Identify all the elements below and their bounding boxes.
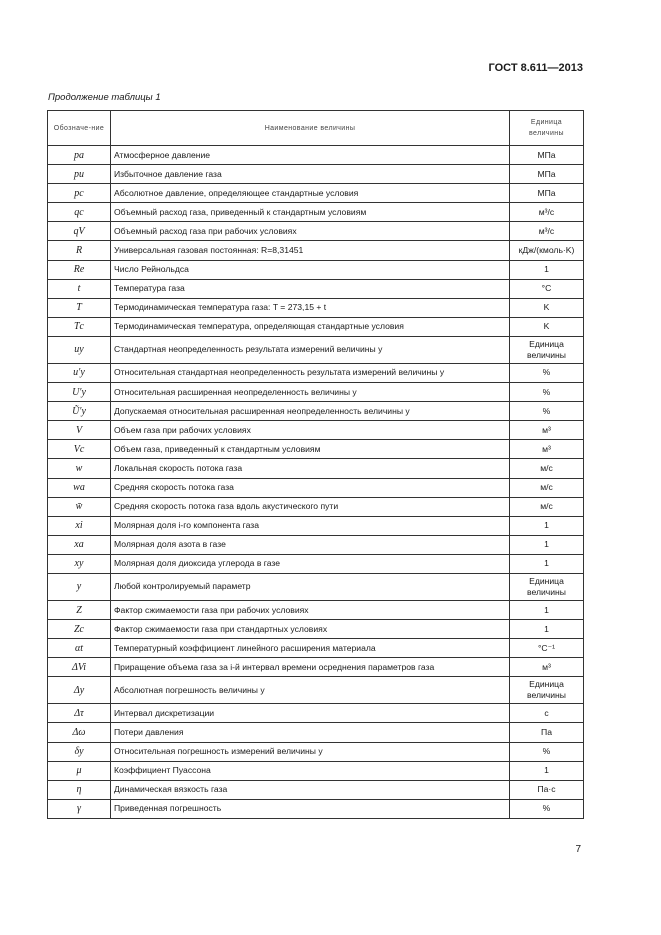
symbol-cell: γ	[48, 799, 111, 818]
symbol-cell: y	[48, 573, 111, 600]
name-cell: Стандартная неопределенность результата измерений величины y	[111, 336, 510, 363]
name-cell: Число Рейнольдса	[111, 260, 510, 279]
unit-cell: K	[510, 317, 584, 336]
table-row	[48, 554, 584, 573]
table-row	[48, 497, 584, 516]
unit-cell: с	[510, 704, 584, 723]
symbol-cell: Re	[48, 260, 111, 279]
unit-cell: %	[510, 799, 584, 818]
column-header-symbol: Обозначе-ние	[48, 111, 111, 146]
document-id-header: ГОСТ 8.611—2013	[488, 62, 583, 74]
table-header-row	[48, 111, 584, 146]
table-caption: Продолжение таблицы 1	[48, 92, 161, 103]
unit-cell: м/с	[510, 478, 584, 497]
symbol-cell: R	[48, 241, 111, 260]
unit-cell: кДж/(кмоль·K)	[510, 241, 584, 260]
name-cell: Динамическая вязкость газа	[111, 780, 510, 799]
symbol-cell: Ũ′y	[48, 402, 111, 421]
table-row	[48, 742, 584, 761]
symbol-cell: qс	[48, 203, 111, 222]
table-row	[48, 723, 584, 742]
symbol-cell: w	[48, 459, 111, 478]
symbol-cell: qV	[48, 222, 111, 241]
table-row	[48, 516, 584, 535]
name-cell: Избыточное давление газа	[111, 165, 510, 184]
symbol-cell: Δy	[48, 677, 111, 704]
table-row	[48, 639, 584, 658]
unit-cell: м³/с	[510, 222, 584, 241]
name-cell: Абсолютное давление, определяющее стандартные условия	[111, 184, 510, 203]
unit-cell: 1	[510, 600, 584, 619]
table-row	[48, 260, 584, 279]
page-number: 7	[575, 844, 581, 855]
table-row	[48, 620, 584, 639]
symbol-cell: Δω	[48, 723, 111, 742]
symbol-cell: xy	[48, 554, 111, 573]
table-row	[48, 677, 584, 704]
table-row	[48, 146, 584, 165]
unit-cell: МПа	[510, 146, 584, 165]
table-row	[48, 317, 584, 336]
symbol-cell: Δτ	[48, 704, 111, 723]
name-cell: Универсальная газовая постоянная: R=8,31451	[111, 241, 510, 260]
symbol-cell: xа	[48, 535, 111, 554]
table-row	[48, 535, 584, 554]
name-cell: Приращение объема газа за i-й интервал времени осреднения параметров газа	[111, 658, 510, 677]
name-cell: Фактор сжимаемости газа при стандартных условиях	[111, 620, 510, 639]
table-row	[48, 658, 584, 677]
symbols-table	[47, 110, 584, 819]
unit-cell: Единица величины	[510, 677, 584, 704]
unit-cell: 1	[510, 761, 584, 780]
name-cell: Потери давления	[111, 723, 510, 742]
table-row	[48, 478, 584, 497]
name-cell: Относительная расширенная неопределенность величины y	[111, 383, 510, 402]
symbol-cell: w̄	[48, 497, 111, 516]
name-cell: Средняя скорость потока газа	[111, 478, 510, 497]
unit-cell: %	[510, 742, 584, 761]
name-cell: Термодинамическая температура, определяющая стандартные условия	[111, 317, 510, 336]
unit-cell: 1	[510, 554, 584, 573]
table-row	[48, 704, 584, 723]
table-row	[48, 600, 584, 619]
unit-cell: °С⁻¹	[510, 639, 584, 658]
unit-cell: м³	[510, 658, 584, 677]
column-header-name: Наименование величины	[111, 111, 510, 146]
name-cell: Термодинамическая температура газа: T = 273,15 + t	[111, 298, 510, 317]
name-cell: Молярная доля i-го компонента газа	[111, 516, 510, 535]
name-cell: Фактор сжимаемости газа при рабочих условиях	[111, 600, 510, 619]
name-cell: Молярная доля азота в газе	[111, 535, 510, 554]
name-cell: Объем газа, приведенный к стандартным условиям	[111, 440, 510, 459]
name-cell: Объемный расход газа при рабочих условиях	[111, 222, 510, 241]
name-cell: Относительная погрешность измерений величины y	[111, 742, 510, 761]
table-row	[48, 440, 584, 459]
table-row	[48, 573, 584, 600]
symbol-cell: Vс	[48, 440, 111, 459]
unit-cell: м³/с	[510, 203, 584, 222]
symbol-cell: η	[48, 780, 111, 799]
table-row	[48, 184, 584, 203]
name-cell: Приведенная погрешность	[111, 799, 510, 818]
unit-cell: Па·с	[510, 780, 584, 799]
name-cell: Молярная доля диоксида углерода в газе	[111, 554, 510, 573]
unit-cell: Па	[510, 723, 584, 742]
unit-cell: Единица величины	[510, 573, 584, 600]
table-row	[48, 421, 584, 440]
unit-cell: °С	[510, 279, 584, 298]
name-cell: Локальная скорость потока газа	[111, 459, 510, 478]
table-row	[48, 459, 584, 478]
unit-cell: 1	[510, 260, 584, 279]
symbol-cell: wа	[48, 478, 111, 497]
symbol-cell: u′y	[48, 363, 111, 382]
symbol-cell: pа	[48, 146, 111, 165]
unit-cell: м/с	[510, 459, 584, 478]
table-row	[48, 383, 584, 402]
symbol-cell: pи	[48, 165, 111, 184]
name-cell: Допускаемая относительная расширенная неопределенность величины y	[111, 402, 510, 421]
table-row	[48, 203, 584, 222]
name-cell: Средняя скорость потока газа вдоль акустического пути	[111, 497, 510, 516]
table-row	[48, 402, 584, 421]
table-row	[48, 336, 584, 363]
unit-cell: МПа	[510, 184, 584, 203]
unit-cell: 1	[510, 516, 584, 535]
symbol-cell: Tс	[48, 317, 111, 336]
name-cell: Любой контролируемый параметр	[111, 573, 510, 600]
name-cell: Температура газа	[111, 279, 510, 298]
symbol-cell: t	[48, 279, 111, 298]
symbol-cell: U′y	[48, 383, 111, 402]
table-row	[48, 241, 584, 260]
table-row	[48, 222, 584, 241]
table-row	[48, 298, 584, 317]
unit-cell: K	[510, 298, 584, 317]
column-header-unit: Единица величины	[510, 111, 584, 146]
name-cell: Температурный коэффициент линейного расширения материала	[111, 639, 510, 658]
unit-cell: 1	[510, 620, 584, 639]
symbol-cell: Z	[48, 600, 111, 619]
table-row	[48, 165, 584, 184]
symbol-cell: μ	[48, 761, 111, 780]
unit-cell: м³	[510, 440, 584, 459]
unit-cell: %	[510, 383, 584, 402]
unit-cell: Единица величины	[510, 336, 584, 363]
unit-cell: 1	[510, 535, 584, 554]
symbol-cell: uy	[48, 336, 111, 363]
symbol-cell: Zс	[48, 620, 111, 639]
symbol-cell: αt	[48, 639, 111, 658]
unit-cell: %	[510, 363, 584, 382]
table-row	[48, 363, 584, 382]
table-body	[48, 146, 584, 819]
name-cell: Атмосферное давление	[111, 146, 510, 165]
name-cell: Коэффициент Пуассона	[111, 761, 510, 780]
unit-cell: м/с	[510, 497, 584, 516]
table-row	[48, 279, 584, 298]
table-row	[48, 780, 584, 799]
name-cell: Объем газа при рабочих условиях	[111, 421, 510, 440]
unit-cell: м³	[510, 421, 584, 440]
unit-cell: %	[510, 402, 584, 421]
symbol-cell: T	[48, 298, 111, 317]
table-row	[48, 799, 584, 818]
name-cell: Относительная стандартная неопределенность результата измерений величины y	[111, 363, 510, 382]
symbol-cell: xi	[48, 516, 111, 535]
symbol-cell: pс	[48, 184, 111, 203]
symbol-cell: ΔVi	[48, 658, 111, 677]
unit-cell: МПа	[510, 165, 584, 184]
symbol-cell: V	[48, 421, 111, 440]
table-row	[48, 761, 584, 780]
name-cell: Интервал дискретизации	[111, 704, 510, 723]
symbol-cell: δy	[48, 742, 111, 761]
name-cell: Абсолютная погрешность величины y	[111, 677, 510, 704]
name-cell: Объемный расход газа, приведенный к стандартным условиям	[111, 203, 510, 222]
